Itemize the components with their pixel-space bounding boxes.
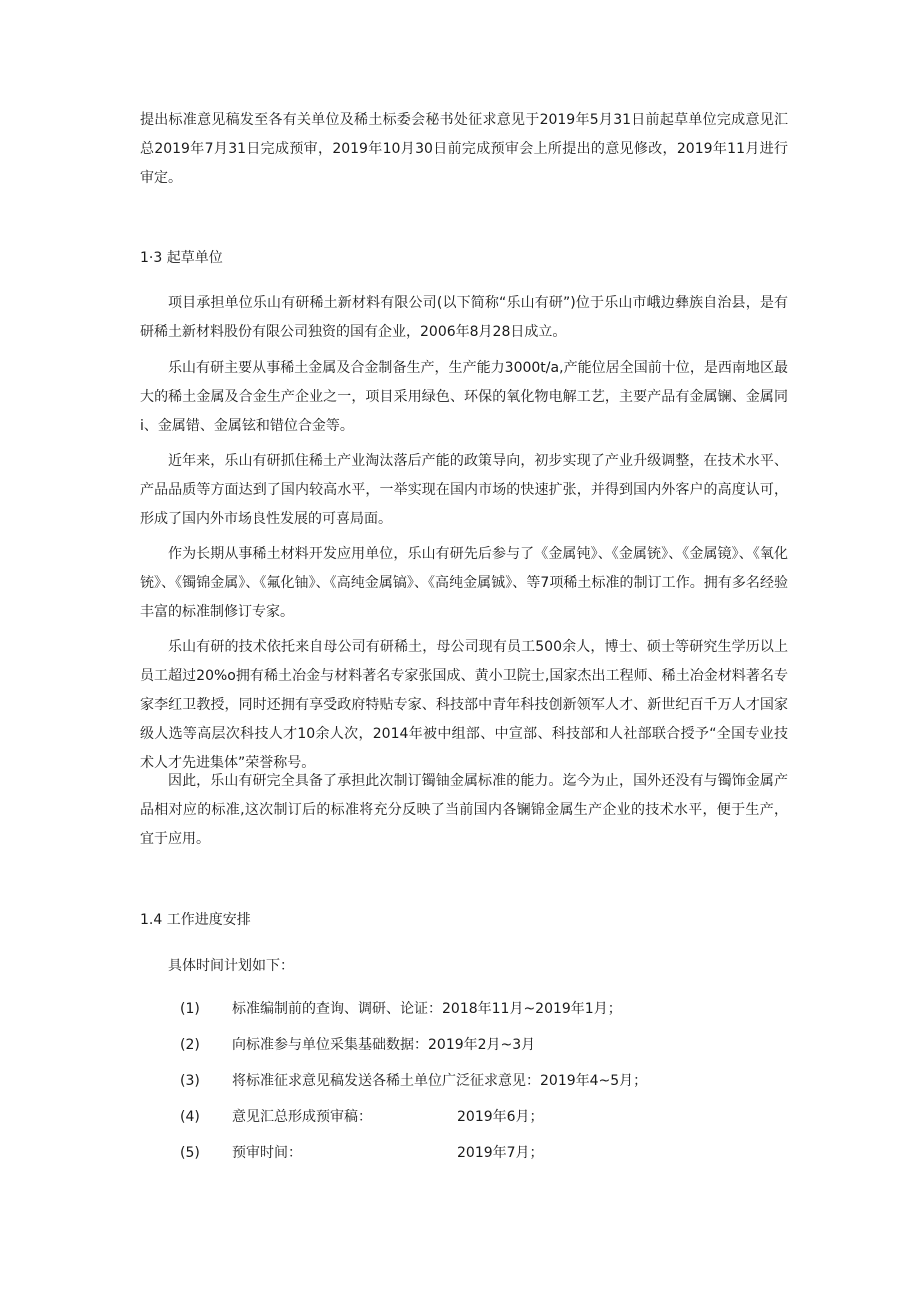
- paragraph-company-intro: 项目承担单位乐山有研稀土新材料有限公司(以下简称“乐山有研”)位于乐山市峨边彝族自治县，是有研稀土新材料股份有限公司独资的国有企业，2006年8月28日成立。: [140, 295, 788, 340]
- section-heading-1-4: 1.4 工作进度安排: [140, 912, 251, 928]
- schedule-item-number: (4): [180, 1109, 200, 1125]
- paragraph-conclusion: 因此，乐山有研完全具备了承担此次制订镯铀金属标准的能力。迄今为止，国外还没有与镯饰金属产品相对应的标准,这次制订后的标准将充分反映了当前国内各镧锦金属生产企业的技术水平，便于生产，宜于应用。: [140, 773, 788, 847]
- intro-paragraph: 提出标准意见稿发至各有关单位及稀土标委会秘书处征求意见于2019年5月31日前起草单位完成意见汇总2019年7月31日完成预审，2019年10月30日前完成预审会上所提出的意见修改，2019年11月进行审定。: [140, 112, 788, 186]
- schedule-item-description: 将标准征求意见稿发送各稀土单位广泛征求意见：2019年4~5月；: [232, 1073, 648, 1089]
- schedule-item-description: 向标准参与单位采集基础数据：2019年2月~3月: [232, 1037, 536, 1053]
- schedule-item-number: (3): [180, 1073, 200, 1089]
- schedule-item-number: (1): [180, 1001, 200, 1017]
- paragraph-recent-years: 近年来，乐山有研抓住稀土产业淘汰落后产能的政策导向，初步实现了产业升级调整，在技术水平、产品品质等方面达到了国内较高水平，一举实现在国内市场的快速扩张，并得到国内外客户的高度认可，形成了国内外市场良性发展的可喜局面。: [140, 453, 788, 527]
- paragraph-technical-support: 乐山有研的技术依托来自母公司有研稀土，母公司现有员工500余人，博士、硕士等研究生学历以上员工超过20%o拥有稀土冶金与材料著名专家张国成、黄小卫院士,国家杰出工程师、稀土冶金材料著名专家李红卫教授，同时还拥有享受政府特贴专家、科技部中青年科技创新领军人才、新世纪百千万人才国家级人选等高层次科技人才10余人次，2014年被中组部、中宣部、科技部和人社部联合授予“全国专业技术人才先进集体”荣誉称号。: [140, 639, 788, 771]
- schedule-intro: 具体时间计划如下：: [168, 958, 294, 974]
- paragraph-standards-participation: 作为长期从事稀土材料开发应用单位，乐山有研先后参与了《金属钝》、《金属铳》、《金属镜》、《氧化铳》、《镯锦金属》、《氟化铀》、《高纯金属镐》、《高纯金属铖》、等7项稀土标准的制订工作。拥有多名经验丰富的标准制修订专家。: [140, 546, 788, 620]
- schedule-item-description: 意见汇总形成预审稿：: [232, 1109, 372, 1125]
- schedule-item-date: 2019年7月；: [457, 1145, 544, 1161]
- schedule-item-date: 2019年6月；: [457, 1109, 544, 1125]
- schedule-item-number: (5): [180, 1145, 200, 1161]
- schedule-item-number: (2): [180, 1037, 200, 1053]
- schedule-item-description: 预审时间：: [232, 1145, 302, 1161]
- paragraph-production: 乐山有研主要从事稀土金属及合金制备生产，生产能力3000t/a,产能位居全国前十位，是西南地区最大的稀土金属及合金生产企业之一，项目采用绿色、环保的氧化物电解工艺，主要产品有金属镧、金属同i、金属错、金属铉和错位合金等。: [140, 360, 788, 434]
- schedule-item-description: 标准编制前的查询、调研、论证：2018年11月~2019年1月；: [232, 1001, 622, 1017]
- section-heading-1-3: 1·3 起草单位: [140, 250, 223, 266]
